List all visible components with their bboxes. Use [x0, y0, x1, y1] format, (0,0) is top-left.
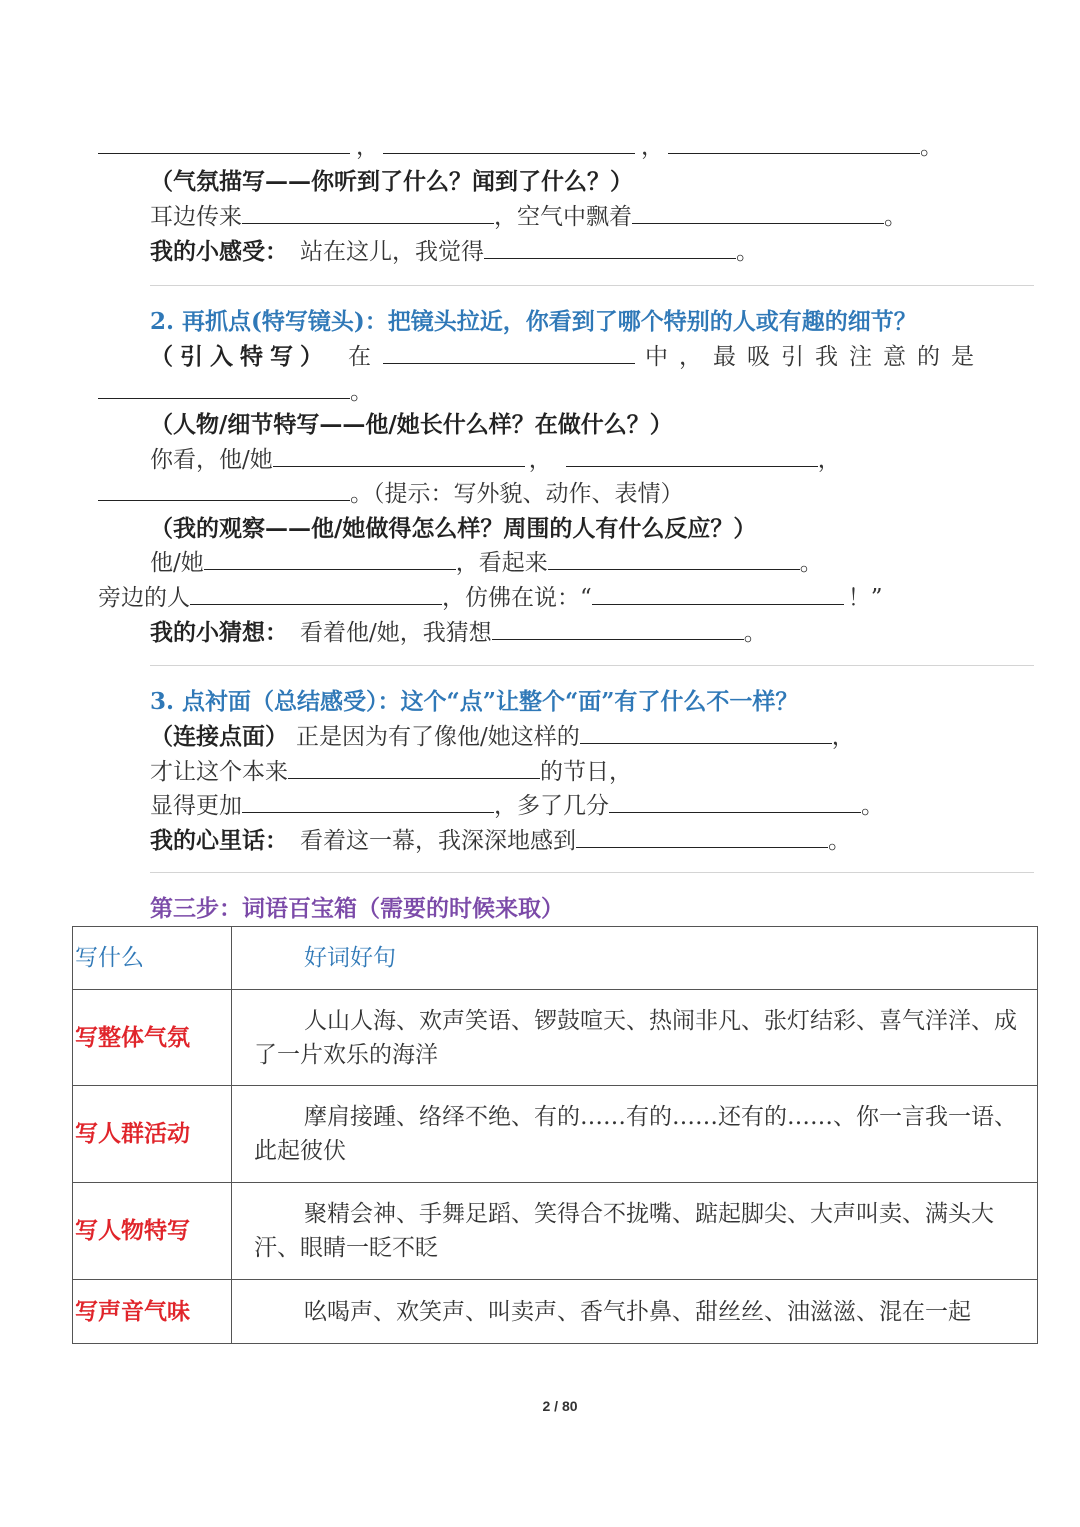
row-category: 写声音气味: [73, 1280, 232, 1344]
words-text: 人山人海、欢声笑语、锣鼓喧天、热闹非凡、张灯结彩、喜气洋洋、成了一片欢乐的海洋: [254, 1007, 1017, 1068]
comma: ，: [817, 447, 841, 473]
header-words: 好词好句: [232, 927, 1038, 990]
row-category: 写人物特写: [73, 1183, 232, 1280]
table-row: [73, 1183, 1038, 1280]
fill-blank[interactable]: [98, 133, 350, 154]
row-category: 写人群活动: [73, 1086, 232, 1183]
festival-text: 的节日，: [540, 759, 632, 785]
connect-label: （连接点面）: [150, 723, 288, 750]
intro-in: 在: [348, 344, 371, 370]
atmosphere-heading: （气氛描写——你听到了什么？闻到了什么？）: [150, 168, 633, 195]
fill-blank[interactable]: [668, 133, 920, 154]
heart-blank[interactable]: [576, 827, 828, 848]
hear-prefix: 耳边传来: [150, 204, 242, 230]
comma: ，: [356, 134, 379, 160]
bystander-prefix: 旁边的人: [98, 585, 190, 611]
look-prefix: 你看，他/她: [150, 447, 273, 473]
observe-heading: （我的观察——他/她做得怎么样？周围的人有什么反应？）: [150, 515, 757, 542]
step3-title: 3. 点衬面（总结感受）：这个“点”让整个“面”有了什么不一样？: [150, 688, 799, 715]
divider: [150, 285, 1034, 286]
heart-text: 看着这一幕，我深深地感到: [300, 828, 576, 854]
connect-line: [150, 720, 1080, 754]
row-words: [232, 990, 1038, 1086]
period: 。: [743, 620, 767, 646]
words-text: 摩肩接踵、络绎不绝、有的……有的……还有的……、你一言我一语、此起彼伏: [254, 1104, 1017, 1164]
detail-heading: （人物/细节特写——他/她长什么样？在做什么？）: [150, 411, 673, 438]
hint-text: 。（提示：写外貌、动作、表情）: [350, 481, 684, 507]
more-blank[interactable]: [242, 792, 494, 813]
comma: ，: [831, 724, 855, 750]
step2-title: 2. 再抓点(特写镜头)：把镜头拉近，你看到了哪个特别的人或有趣的细节？: [150, 308, 917, 335]
divider: [150, 665, 1034, 666]
period: 。: [350, 379, 373, 405]
intro-line-cont: [98, 375, 1080, 409]
words-text: 聚精会神、手舞足蹈、笑得合不拢嘴、踮起脚尖、大声叫卖、满头大汗、眼睛一眨不眨: [254, 1201, 994, 1261]
added-blank[interactable]: [609, 792, 861, 813]
smell-blank[interactable]: [632, 203, 884, 224]
look-line: [150, 443, 1080, 477]
atmosphere-line: [150, 200, 1080, 234]
row-words: [232, 1086, 1038, 1183]
connect-text: 正是因为有了像他/她这样的: [296, 724, 580, 750]
as-if-saying: ，仿佛在说：“: [442, 585, 592, 611]
top-fill-line: [98, 130, 1080, 164]
vocab-table: [72, 926, 1038, 1344]
table-header-row: [73, 927, 1038, 990]
words-text: 吆喝声、欢笑声、叫卖声、香气扑鼻、甜丝丝、油滋滋、混在一起: [304, 1298, 971, 1325]
feeling-blank[interactable]: [484, 238, 736, 259]
bystander-line: [98, 581, 1080, 615]
table-row: [73, 1280, 1038, 1344]
hear-blank[interactable]: [242, 203, 494, 224]
look-blank[interactable]: [566, 446, 818, 467]
exclaim-close: ！”: [847, 585, 883, 611]
feeling-label: 我的小感受：: [150, 238, 288, 265]
more-prefix: 显得更加: [150, 793, 242, 819]
connect-blank[interactable]: [580, 723, 832, 744]
table-row: [73, 990, 1038, 1086]
period: 。: [920, 134, 943, 160]
period: 。: [884, 204, 907, 230]
intro-blank[interactable]: [383, 343, 635, 364]
made-prefix: 才让这个本来: [150, 759, 288, 785]
period: 。: [828, 828, 851, 854]
looks-like: ，看起来: [455, 550, 548, 576]
step-three-heading: 第三步：词语百宝箱（需要的时候来取）: [150, 895, 564, 922]
comma: ，: [528, 447, 552, 473]
row-words: [232, 1280, 1038, 1344]
comma: ，: [641, 134, 664, 160]
page-number: 2 / 80: [542, 1398, 578, 1414]
guess-blank[interactable]: [492, 619, 744, 640]
feeling-text: 站在这儿，我觉得: [300, 239, 484, 265]
look-line-cont: [98, 477, 1080, 511]
he-blank[interactable]: [204, 549, 456, 570]
looks-blank[interactable]: [548, 549, 800, 570]
made-line: [150, 755, 1080, 789]
intro-rest: 中，最吸引我注意的是: [645, 344, 985, 370]
period: 。: [861, 793, 884, 819]
table-row: [73, 1086, 1038, 1183]
attention-blank[interactable]: [98, 378, 350, 399]
saying-blank[interactable]: [592, 584, 844, 605]
fill-blank[interactable]: [383, 133, 635, 154]
look-blank[interactable]: [98, 480, 350, 501]
row-words: [232, 1183, 1038, 1280]
header-what: 写什么: [73, 927, 232, 990]
made-blank[interactable]: [288, 758, 540, 779]
intro-line: [150, 340, 1080, 374]
smell-prefix: ，空气中飘着: [494, 204, 632, 230]
guess-line: [150, 616, 1080, 650]
he-prefix: 他/她: [150, 550, 204, 576]
look-blank[interactable]: [273, 446, 525, 467]
he-line: [150, 546, 1080, 580]
period: 。: [799, 550, 823, 576]
heart-label: 我的心里话：: [150, 827, 288, 854]
intro-label: （引入特写）: [150, 343, 330, 370]
heart-line: [150, 824, 1080, 858]
divider: [150, 872, 1034, 873]
row-category: 写整体气氛: [73, 990, 232, 1086]
guess-label: 我的小猜想：: [150, 619, 288, 646]
feeling-line: [150, 235, 1080, 269]
period: 。: [736, 239, 759, 265]
bystander-blank[interactable]: [190, 584, 442, 605]
guess-text: 看着他/她，我猜想: [300, 620, 492, 646]
more-line: [150, 789, 1080, 823]
added-text: ，多了几分: [494, 793, 609, 819]
